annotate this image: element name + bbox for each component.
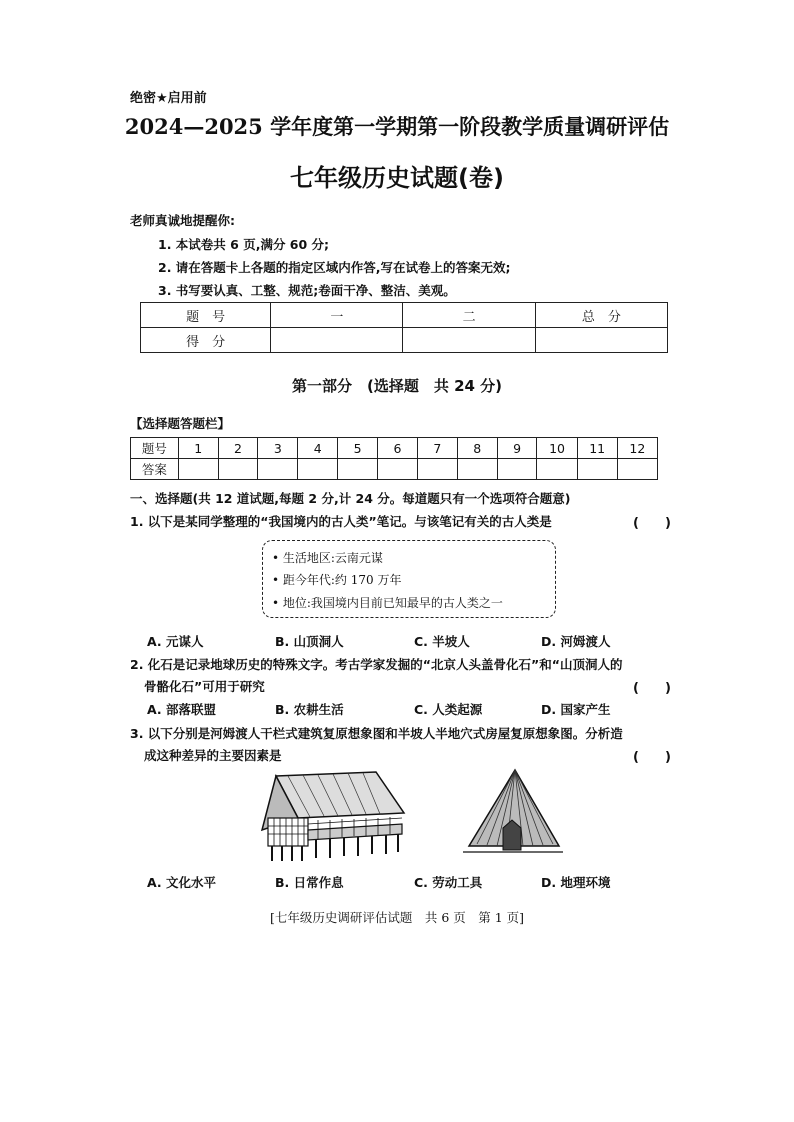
answer-paren: ( ) [633,750,671,765]
question-number: 1 [178,438,218,459]
score-input-cell[interactable] [403,328,535,353]
answer-table [130,437,658,480]
note-box-line: • 距今年代:约 170 万年 [272,573,402,587]
page-footer: [七年级历史调研评估试题 共 6 页 第 1 页] [269,910,525,925]
answer-cell[interactable] [617,459,657,480]
option-a[interactable]: A. 元谋人 [147,634,204,649]
question-number: 10 [537,438,577,459]
answer-cell[interactable] [218,459,258,480]
score-table-cell: 总 分 [535,303,667,328]
answer-table-label: 题号 [131,438,179,459]
question-number: 12 [617,438,657,459]
answer-paren: ( ) [633,681,671,696]
question-3-stem-cont: 成这种差异的主要因素是 [144,748,282,763]
option-b[interactable]: B. 日常作息 [275,875,344,890]
answer-cell[interactable] [577,459,617,480]
answer-cell[interactable] [298,459,338,480]
option-b[interactable]: B. 山顶洞人 [275,634,344,649]
part1-heading: 第一部分 (选择题 共 24 分) [291,377,503,395]
option-d[interactable]: D. 河姆渡人 [541,634,611,649]
question-number: 7 [417,438,457,459]
option-d[interactable]: D. 国家产生 [541,702,611,717]
question-2-stem: 2. 化石是记录地球历史的特殊文字。考古学家发掘的“北京人头盖骨化石”和“山顶洞人的 [130,657,623,672]
note-item: 2. 请在答题卡上各题的指定区域内作答,写在试卷上的答案无效; [158,260,511,275]
option-c[interactable]: C. 劳动工具 [414,875,483,890]
answer-cell[interactable] [338,459,378,480]
question-2-stem-cont: 骨骼化石”可用于研究 [144,679,265,694]
question-number: 5 [338,438,378,459]
section-instruction: 一、选择题(共 12 道试题,每题 2 分,计 24 分。每道题只有一个选项符合题意) [130,491,571,506]
option-c[interactable]: C. 人类起源 [414,702,483,717]
answer-cell[interactable] [378,459,418,480]
score-input-cell[interactable] [271,328,403,353]
answer-bar-title: 【选择题答题栏】 [130,416,231,431]
score-table-cell: 二 [403,303,535,328]
question-number: 6 [378,438,418,459]
notes-heading: 老师真诚地提醒你: [130,213,235,228]
score-table-cell: 得 分 [141,328,271,353]
question-3-stem: 3. 以下分别是河姆渡人干栏式建筑复原想象图和半坡人半地穴式房屋复原想象图。分析造 [130,726,623,741]
note-box-line: • 地位:我国境内目前已知最早的古人类之一 [272,596,503,610]
note-box-line: • 生活地区:云南元谋 [272,551,383,565]
question-number: 11 [577,438,617,459]
answer-cell[interactable] [258,459,298,480]
semi-subterranean-hut-illustration [463,768,563,863]
option-b[interactable]: B. 农耕生活 [275,702,344,717]
confidential-label: 绝密★启用前 [130,91,207,106]
option-a[interactable]: A. 部落联盟 [147,702,217,717]
note-item: 1. 本试卷共 6 页,满分 60 分; [158,237,330,252]
option-d[interactable]: D. 地理环境 [541,875,611,890]
answer-cell[interactable] [178,459,218,480]
question-number: 9 [497,438,537,459]
exam-title: 2024—2025 学年度第一学期第一阶段教学质量调研评估 [124,114,670,139]
question-number: 2 [218,438,258,459]
exam-subtitle: 七年级历史试题(卷) [290,164,504,192]
answer-cell[interactable] [457,459,497,480]
question-number: 4 [298,438,338,459]
option-a[interactable]: A. 文化水平 [147,875,217,890]
answer-table-label: 答案 [131,459,179,480]
score-table-cell: 题 号 [141,303,271,328]
stilt-house-illustration [258,768,408,863]
score-table [140,302,668,353]
answer-cell[interactable] [537,459,577,480]
question-number: 3 [258,438,298,459]
score-table-cell: 一 [271,303,403,328]
answer-cell[interactable] [497,459,537,480]
answer-cell[interactable] [417,459,457,480]
question-1-stem: 1. 以下是某同学整理的“我国境内的古人类”笔记。与该笔记有关的古人类是 [130,514,552,529]
question-number: 8 [457,438,497,459]
score-input-cell[interactable] [535,328,667,353]
answer-paren: ( ) [633,516,671,531]
note-item: 3. 书写要认真、工整、规范;卷面干净、整洁、美观。 [158,283,456,298]
option-c[interactable]: C. 半坡人 [414,634,470,649]
